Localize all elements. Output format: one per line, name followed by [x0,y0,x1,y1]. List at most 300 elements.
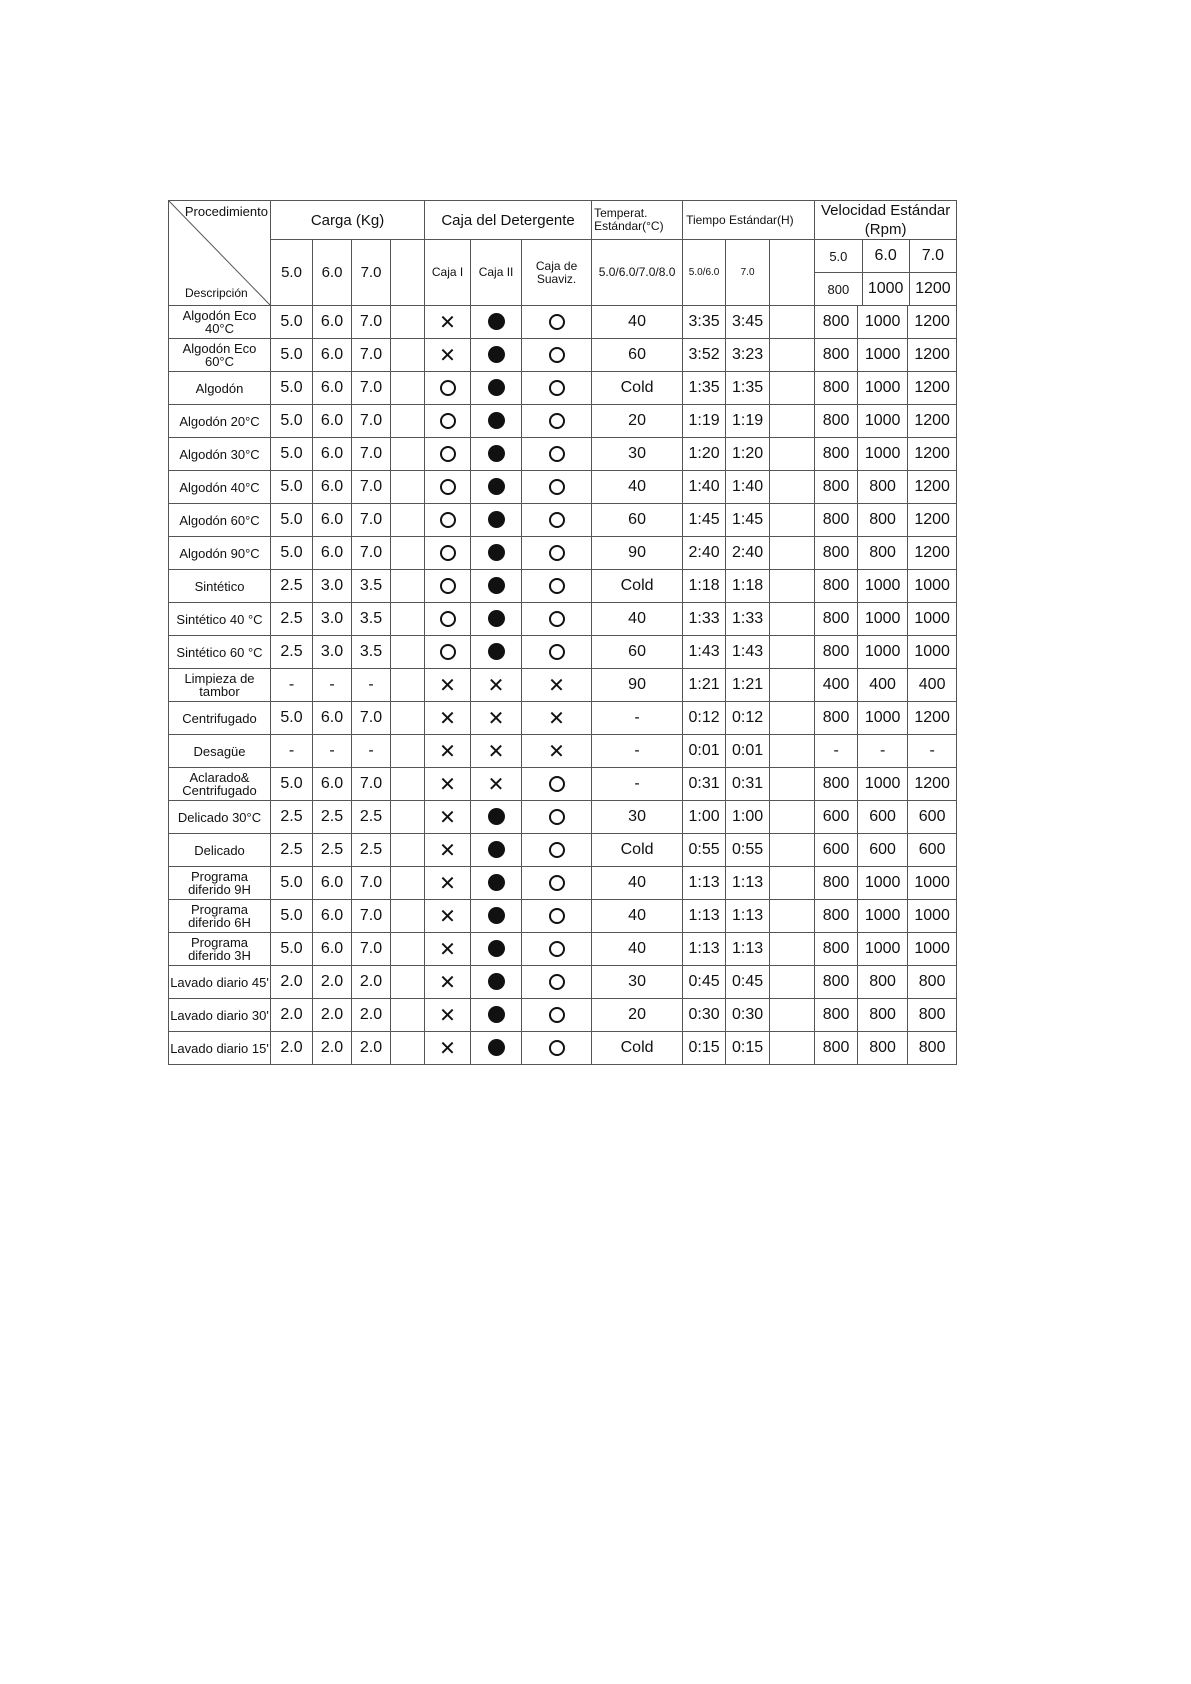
filled-circle-icon [488,544,505,561]
caja-2-cell [471,570,522,603]
caja-suaviz-col: Caja de Suaviz. [522,240,592,306]
velocidad-5-cell: 800 [815,867,858,900]
open-circle-icon [440,413,456,429]
carga-6-cell: 6.0 [313,702,352,735]
filled-circle-icon [488,874,505,891]
carga-7-cell: 7.0 [352,438,391,471]
table-row [169,603,957,636]
tiempo-empty-cell [770,339,815,372]
carga-6-cell: 3.0 [313,603,352,636]
tiempo-empty-cell [770,1032,815,1065]
carga-6-cell: 2.5 [313,801,352,834]
velocidad-subheader [815,240,957,306]
carga-6-cell: 6.0 [313,537,352,570]
carga-6-cell: - [313,735,352,768]
temperatura-cell: 90 [592,669,683,702]
program-name-cell: Algodón 20°C [169,405,271,438]
velocidad-5-cell: 800 [815,405,858,438]
velocidad-5-cell: 800 [815,504,858,537]
cross-icon: ✕ [439,739,456,763]
tiempo-5-6-cell: 1:43 [683,636,726,669]
tiempo-7-cell: 1:40 [726,471,770,504]
temperatura-cell: 30 [592,966,683,999]
filled-circle-icon [488,313,505,330]
carga-empty-cell [391,801,425,834]
velocidad-7-cell: - [908,735,957,768]
carga-empty-cell [391,768,425,801]
carga-7-cell: 7.0 [352,339,391,372]
open-circle-icon [549,1007,565,1023]
velocidad-6-cell: 800 [858,537,908,570]
cross-icon: ✕ [439,838,456,862]
velocidad-5-cell: 600 [815,834,858,867]
tiempo-7-cell: 0:30 [726,999,770,1032]
tiempo-5-6-cell: 1:13 [683,867,726,900]
carga-5-cell: 2.0 [271,999,313,1032]
program-table [168,200,957,1065]
program-name-cell: Algodón Eco 60°C [169,339,271,372]
caja-suaviz-cell [522,768,592,801]
caja-suaviz-cell [522,471,592,504]
caja-2-cell [471,372,522,405]
program-name-cell: Lavado diario 15' [169,1032,271,1065]
tiempo-7-cell: 1:13 [726,933,770,966]
tiempo-7-cell: 3:45 [726,306,770,339]
velocidad-7-cell: 800 [908,966,957,999]
carga-6-cell: 2.5 [313,834,352,867]
vel-load-3: 7.0 [909,240,956,273]
velocidad-5-cell: 800 [815,999,858,1032]
temperatura-cell: 40 [592,867,683,900]
carga-empty-cell [391,306,425,339]
velocidad-7-cell: 1000 [908,900,957,933]
program-name-cell: Delicado 30°C [169,801,271,834]
table-row [169,702,957,735]
velocidad-6-cell: 1000 [858,405,908,438]
velocidad-6-cell: 800 [858,504,908,537]
cross-icon: ✕ [439,310,456,334]
carga-6-cell: 6.0 [313,471,352,504]
program-name-cell: Algodón [169,372,271,405]
carga-6-cell: 3.0 [313,636,352,669]
velocidad-6-cell: 1000 [858,702,908,735]
caja-suaviz-cell [522,372,592,405]
carga-6-cell: 6.0 [313,867,352,900]
temperatura-cell: - [592,735,683,768]
caja-2-col: Caja II [471,240,522,306]
tiempo-empty-cell [770,405,815,438]
open-circle-icon [549,380,565,396]
velocidad-7-cell: 1200 [908,504,957,537]
carga-empty-cell [391,867,425,900]
vel-rpm-2: 1000 [862,273,909,306]
carga-7-cell: 7.0 [352,504,391,537]
carga-empty-cell [391,504,425,537]
caja-1-cell [425,570,471,603]
temperatura-cell: 60 [592,339,683,372]
caja-1-cell [425,471,471,504]
table-row [169,768,957,801]
caja-1-cell [425,636,471,669]
open-circle-icon [549,413,565,429]
tiempo-7-cell: 1:19 [726,405,770,438]
table-row [169,339,957,372]
carga-7-cell: - [352,669,391,702]
carga-6-cell: 6.0 [313,768,352,801]
velocidad-6-cell: 1000 [858,372,908,405]
caja-suaviz-cell [522,636,592,669]
tiempo-5-6-cell: 1:18 [683,570,726,603]
carga-7-cell: 7.0 [352,471,391,504]
program-name-cell: Algodón 90°C [169,537,271,570]
filled-circle-icon [488,412,505,429]
caja-1-cell [425,999,471,1032]
velocidad-7-cell: 1000 [908,603,957,636]
velocidad-5-cell: 800 [815,471,858,504]
tiempo-5-6-cell: 1:45 [683,504,726,537]
tiempo-empty-cell [770,933,815,966]
carga-empty-cell [391,372,425,405]
caja-2-cell [471,405,522,438]
velocidad-6-cell: 1000 [858,570,908,603]
carga-5-cell: 5.0 [271,867,313,900]
caja-suaviz-cell [522,834,592,867]
velocidad-7-cell: 1000 [908,636,957,669]
carga-empty-cell [391,636,425,669]
caja-suaviz-cell [522,702,592,735]
open-circle-icon [440,578,456,594]
velocidad-5-cell: 800 [815,1032,858,1065]
velocidad-5-cell: 400 [815,669,858,702]
caja-1-cell [425,405,471,438]
carga-7-cell: 2.0 [352,999,391,1032]
cross-icon: ✕ [439,343,456,367]
velocidad-6-cell: 1000 [858,603,908,636]
velocidad-7-cell: 1200 [908,438,957,471]
open-circle-icon [549,347,565,363]
caja-1-cell [425,1032,471,1065]
carga-5-cell: 2.0 [271,1032,313,1065]
caja-1-cell [425,834,471,867]
filled-circle-icon [488,379,505,396]
caja-2-cell [471,669,522,702]
caja-1-cell [425,801,471,834]
carga-empty-cell [391,1032,425,1065]
filled-circle-icon [488,841,505,858]
velocidad-5-cell: 800 [815,372,858,405]
tiempo-empty-cell [770,570,815,603]
temperatura-cell: 40 [592,603,683,636]
carga-empty-cell [391,438,425,471]
velocidad-7-cell: 800 [908,1032,957,1065]
velocidad-5-cell: 600 [815,801,858,834]
tiempo-empty-cell [770,306,815,339]
cross-icon: ✕ [439,970,456,994]
table-row [169,801,957,834]
carga-empty-cell [391,966,425,999]
carga-6-cell: 6.0 [313,900,352,933]
filled-circle-icon [488,445,505,462]
velocidad-7-cell: 600 [908,801,957,834]
table-row [169,570,957,603]
caja-2-cell [471,471,522,504]
velocidad-5-cell: 800 [815,603,858,636]
carga-empty-cell [391,405,425,438]
tiempo-7-cell: 2:40 [726,537,770,570]
tiempo-5-6-cell: 1:40 [683,471,726,504]
tiempo-empty-cell [770,768,815,801]
header-caja-detergente: Caja del Detergente [425,201,592,240]
tiempo-7-cell: 1:20 [726,438,770,471]
caja-1-cell [425,339,471,372]
carga-col-3: 7.0 [352,240,391,306]
velocidad-5-cell: 800 [815,537,858,570]
caja-2-cell [471,1032,522,1065]
carga-7-cell: 2.0 [352,1032,391,1065]
caja-1-cell [425,735,471,768]
velocidad-6-cell: 800 [858,1032,908,1065]
caja-1-cell [425,306,471,339]
carga-7-cell: 7.0 [352,405,391,438]
tiempo-empty-cell [770,603,815,636]
caja-1-cell [425,933,471,966]
temperatura-cell: 30 [592,801,683,834]
carga-6-cell: 6.0 [313,339,352,372]
cross-icon: ✕ [487,673,505,697]
filled-circle-icon [488,973,505,990]
table-row [169,438,957,471]
velocidad-5-cell: 800 [815,768,858,801]
filled-circle-icon [488,907,505,924]
carga-7-cell: 7.0 [352,867,391,900]
tiempo-col-empty [770,240,815,306]
tiempo-7-cell: 1:00 [726,801,770,834]
carga-7-cell: - [352,735,391,768]
velocidad-7-cell: 1000 [908,933,957,966]
tiempo-7-cell: 0:45 [726,966,770,999]
carga-5-cell: 5.0 [271,339,313,372]
caja-1-cell [425,966,471,999]
caja-2-cell [471,504,522,537]
carga-6-cell: 6.0 [313,306,352,339]
velocidad-6-cell: 400 [858,669,908,702]
cross-icon: ✕ [439,904,456,928]
tiempo-7-cell: 1:45 [726,504,770,537]
velocidad-6-cell: - [858,735,908,768]
filled-circle-icon [488,1006,505,1023]
open-circle-icon [440,611,456,627]
filled-circle-icon [488,511,505,528]
velocidad-5-cell: 800 [815,306,858,339]
carga-7-cell: 7.0 [352,900,391,933]
filled-circle-icon [488,478,505,495]
cross-icon: ✕ [548,706,565,730]
open-circle-icon [549,842,565,858]
tiempo-5-6-cell: 1:35 [683,372,726,405]
velocidad-6-cell: 1000 [858,438,908,471]
header-temperatura: Temperat. Estándar(°C) [592,201,683,240]
caja-suaviz-cell [522,306,592,339]
filled-circle-icon [488,577,505,594]
caja-suaviz-cell [522,933,592,966]
carga-5-cell: 5.0 [271,471,313,504]
tiempo-7-cell: 3:23 [726,339,770,372]
tiempo-empty-cell [770,801,815,834]
tiempo-empty-cell [770,834,815,867]
carga-empty-cell [391,669,425,702]
velocidad-6-cell: 800 [858,999,908,1032]
open-circle-icon [549,974,565,990]
velocidad-5-cell: 800 [815,570,858,603]
table-row [169,999,957,1032]
open-circle-icon [549,1040,565,1056]
carga-5-cell: 5.0 [271,306,313,339]
open-circle-icon [549,776,565,792]
tiempo-empty-cell [770,636,815,669]
caja-2-cell [471,933,522,966]
table-row [169,471,957,504]
carga-empty-cell [391,537,425,570]
program-name-cell: Programa diferido 9H [169,867,271,900]
tiempo-empty-cell [770,966,815,999]
velocidad-7-cell: 600 [908,834,957,867]
tiempo-5-6-cell: 1:33 [683,603,726,636]
tiempo-5-6-cell: 3:35 [683,306,726,339]
open-circle-icon [549,446,565,462]
velocidad-7-cell: 1000 [908,867,957,900]
caja-2-cell [471,603,522,636]
carga-6-cell: - [313,669,352,702]
caja-2-cell [471,735,522,768]
temperatura-cell: 40 [592,933,683,966]
carga-6-cell: 6.0 [313,933,352,966]
carga-7-cell: 3.5 [352,636,391,669]
velocidad-6-cell: 800 [858,471,908,504]
carga-5-cell: 2.5 [271,603,313,636]
table-row [169,372,957,405]
temperatura-cell: - [592,768,683,801]
open-circle-icon [549,809,565,825]
caja-suaviz-cell [522,405,592,438]
tiempo-empty-cell [770,702,815,735]
velocidad-7-cell: 1200 [908,471,957,504]
velocidad-7-cell: 1200 [908,702,957,735]
tiempo-5-6-cell: 2:40 [683,537,726,570]
header-velocidad: Velocidad Estándar (Rpm) [815,201,957,240]
caja-suaviz-cell [522,537,592,570]
tiempo-7-cell: 1:21 [726,669,770,702]
caja-suaviz-cell [522,966,592,999]
caja-2-cell [471,900,522,933]
carga-empty-cell [391,570,425,603]
velocidad-7-cell: 1200 [908,306,957,339]
tiempo-empty-cell [770,735,815,768]
carga-5-cell: 5.0 [271,768,313,801]
program-name-cell: Limpieza de tambor [169,669,271,702]
caja-suaviz-cell [522,570,592,603]
table-row [169,867,957,900]
caja-1-cell [425,669,471,702]
caja-2-cell [471,966,522,999]
tiempo-empty-cell [770,999,815,1032]
caja-2-cell [471,801,522,834]
tiempo-7-cell: 1:13 [726,867,770,900]
tiempo-5-6-cell: 0:55 [683,834,726,867]
carga-empty-cell [391,603,425,636]
table-row [169,933,957,966]
velocidad-5-cell: 800 [815,438,858,471]
tiempo-empty-cell [770,372,815,405]
temperatura-cell: 40 [592,306,683,339]
carga-5-cell: 2.5 [271,570,313,603]
tiempo-5-6-cell: 1:19 [683,405,726,438]
open-circle-icon [549,941,565,957]
program-name-cell: Sintético [169,570,271,603]
program-name-cell: Algodón Eco 40°C [169,306,271,339]
caja-suaviz-cell [522,339,592,372]
table-row [169,669,957,702]
velocidad-7-cell: 400 [908,669,957,702]
velocidad-7-cell: 1200 [908,339,957,372]
program-rows [169,306,957,1065]
temperatura-cell: Cold [592,834,683,867]
filled-circle-icon [488,346,505,363]
caja-2-cell [471,306,522,339]
cross-icon: ✕ [439,1003,456,1027]
temperatura-cell: 30 [592,438,683,471]
vel-rpm-1: 800 [827,281,850,297]
temperatura-cell: - [592,702,683,735]
velocidad-7-cell: 1200 [908,405,957,438]
cross-icon: ✕ [487,706,505,730]
cross-icon: ✕ [548,739,565,763]
program-name-cell: Algodón 30°C [169,438,271,471]
tiempo-empty-cell [770,504,815,537]
caja-1-cell [425,438,471,471]
tiempo-7-cell: 1:33 [726,603,770,636]
velocidad-6-cell: 600 [858,801,908,834]
tiempo-col-1: 5.0/6.0 [683,240,726,306]
velocidad-5-cell: 800 [815,702,858,735]
carga-5-cell: 5.0 [271,702,313,735]
tiempo-empty-cell [770,900,815,933]
velocidad-6-cell: 1000 [858,636,908,669]
table-row [169,735,957,768]
program-name-cell: Desagüe [169,735,271,768]
caja-2-cell [471,768,522,801]
carga-empty-cell [391,834,425,867]
open-circle-icon [440,380,456,396]
carga-5-cell: - [271,669,313,702]
caja-2-cell [471,834,522,867]
carga-7-cell: 7.0 [352,768,391,801]
carga-7-cell: 3.5 [352,603,391,636]
caja-suaviz-cell [522,504,592,537]
caja-1-cell [425,372,471,405]
carga-5-cell: 2.5 [271,636,313,669]
carga-5-cell: 2.5 [271,834,313,867]
temperatura-cell: 20 [592,405,683,438]
caja-2-cell [471,636,522,669]
tiempo-7-cell: 0:01 [726,735,770,768]
velocidad-5-cell: - [815,735,858,768]
carga-6-cell: 2.0 [313,1032,352,1065]
vel-load-1: 5.0 [815,240,862,273]
velocidad-load-grid [815,240,956,305]
header-corner-cell [169,201,271,306]
carga-7-cell: 2.5 [352,801,391,834]
open-circle-icon [440,545,456,561]
